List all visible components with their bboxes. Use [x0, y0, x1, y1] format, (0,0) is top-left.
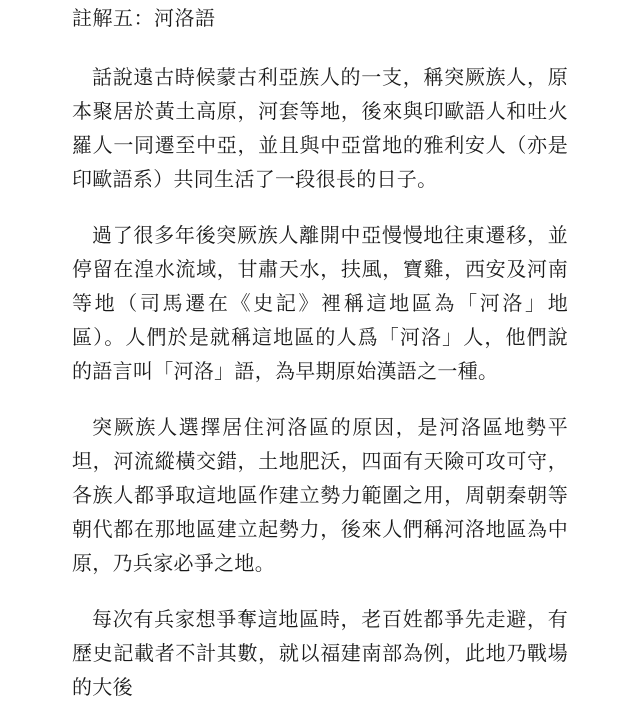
- paragraph-1: 話說遠古時候蒙古利亞族人的一支，稱突厥族人，原本聚居於黃土高原，河套等地，後來與印歐語人和吐火羅人一同遷至中亞，並且與中亞當地的雅利安人（亦是印歐語系）共同生活了一段很長的日子。: [72, 65, 568, 191]
- note-title: 註解五：河洛語: [72, 6, 216, 30]
- paragraph-2: 過了很多年後突厥族人離開中亞慢慢地往東遷移，並停留在湟水流域，甘肅天水，扶風，寶雞，西安及河南等地（司馬遷在《史記》裡稱這地區為「河洛」地區）。人們於是就稱這地區的人爲「河洛」人，他們說的語言叫「河洛」語，為早期原始漢語之一種。: [72, 223, 568, 383]
- document-page: [72, 0, 568, 699]
- paragraph-4: 每次有兵家想爭奪這地區時，老百姓都爭先走避，有歷史記載者不計其數，就以福建南部為例，此地乃戰場的大後: [72, 607, 568, 699]
- paragraph-3: 突厥族人選擇居住河洛區的原因，是河洛區地勢平坦，河流縱橫交錯，土地肥沃，四面有天險可攻可守，各族人都爭取這地區作建立勢力範圍之用，周朝秦朝等朝代都在那地區建立起勢力，後來人們稱河洛地區為中原，乃兵家必爭之地。: [72, 415, 568, 575]
